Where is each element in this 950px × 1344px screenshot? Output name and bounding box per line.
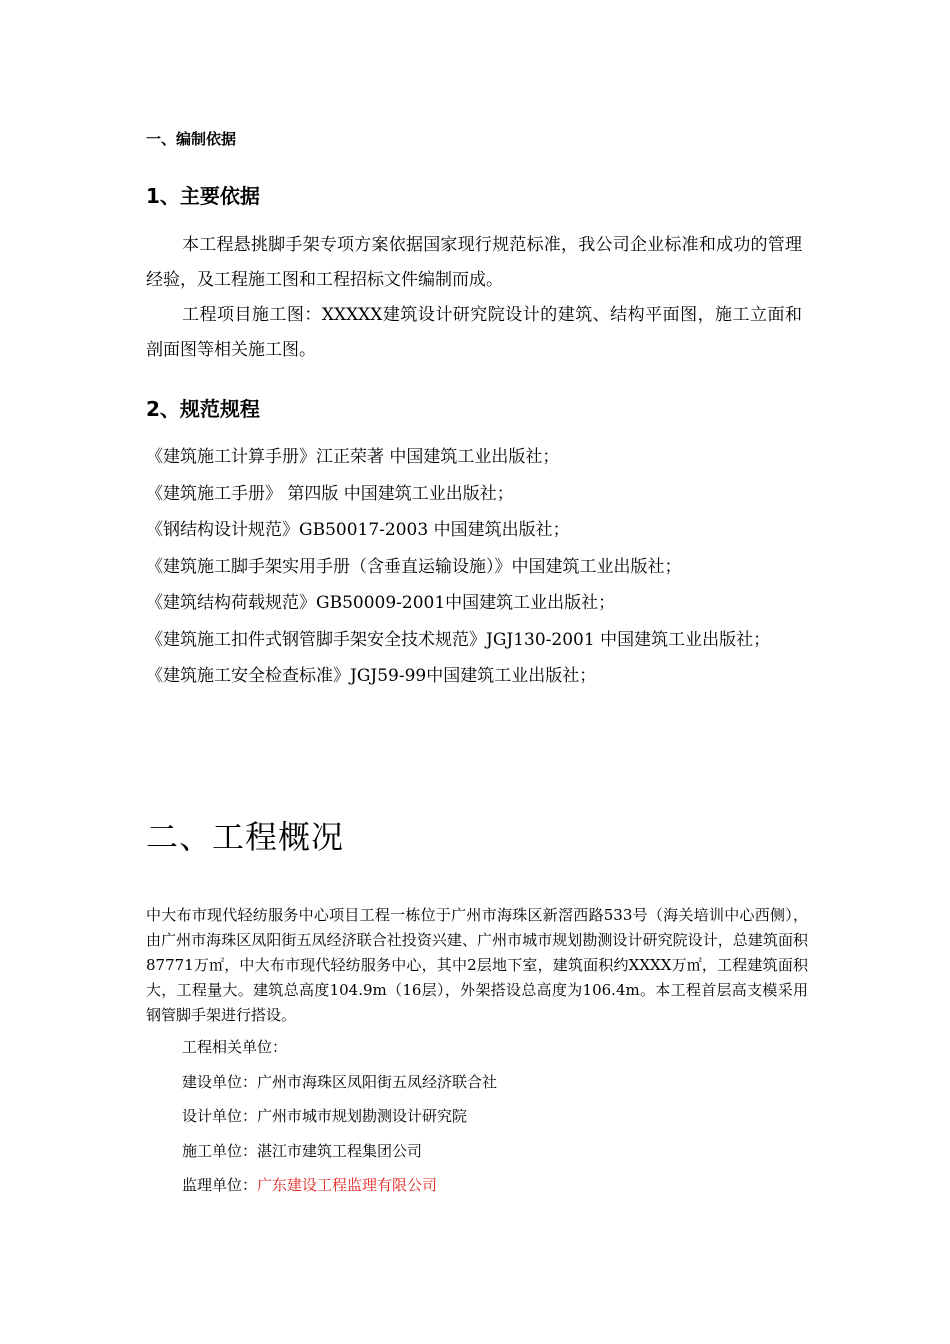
list-item: 《建筑施工安全检查标准》JGJ59-99中国建筑工业出版社； [146, 666, 597, 686]
unit-design [182, 1099, 497, 1134]
unit-value: 湛江市建筑工程集团公司 [257, 1141, 423, 1160]
unit-value: 广州市海珠区凤阳街五凤经济联合社 [257, 1072, 498, 1091]
related-units [182, 1030, 497, 1203]
list-item: 《建筑施工计算手册》江正荣著 中国建筑工业出版社； [146, 447, 560, 467]
unit-label: 施工单位： [182, 1141, 258, 1160]
list-item: 《建筑结构荷载规范》GB50009-2001中国建筑工业出版社； [146, 593, 616, 613]
unit-label: 设计单位： [182, 1107, 258, 1125]
unit-supervision [182, 1168, 497, 1203]
paragraph-basis-1: 本工程悬挑脚手架专项方案依据国家现行规范标准，我公司企业标准和成功的管理经验，及工程施工图和工程招标文件编制而成。 [146, 235, 802, 290]
unit-value-highlighted: 广东建设工程监理有限公司 [257, 1176, 438, 1194]
unit-contractor [182, 1134, 497, 1169]
unit-construction [182, 1065, 497, 1100]
paragraph-basis-2: 工程项目施工图：XXXXX建筑设计研究院设计的建筑、结构平面图，施工立面和剖面图等相关施工图。 [146, 305, 802, 360]
standards-list [146, 439, 806, 695]
units-intro: 工程相关单位： [182, 1038, 288, 1056]
section-heading-basis: 一、编制依据 [146, 130, 237, 148]
list-item: 《建筑施工扣件式钢管脚手架安全技术规范》JGJ130-2001 中国建筑工业出版社； [146, 629, 771, 650]
unit-label: 建设单位： [182, 1072, 258, 1091]
list-item: 《钢结构设计规范》GB50017-2003 中国建筑出版社； [146, 520, 570, 540]
unit-label: 监理单位： [182, 1176, 258, 1194]
list-item: 《建筑施工手册》 第四版 中国建筑工业出版社； [146, 483, 514, 504]
list-item: 《建筑施工脚手架实用手册（含垂直运输设施）》中国建筑工业出版社； [146, 556, 682, 577]
project-overview-paragraph: 中大布市现代轻纺服务中心项目工程一栋位于广州市海珠区新滘西路533号（海关培训中心西侧），由广州市海珠区凤阳街五凤经济联合社投资兴建、广州市城市规划勘测设计研究院设计，总建筑面积87771万㎡，中大布市现代轻纺服务中心，其中2层地下室，建筑面积约XXXX万㎡，工程建筑面积大，工程量大。建筑总高度104.9m（16层），外架搭设总高度为106.4m。本工程首层高支模采用钢管脚手架进行搭设。 [146, 906, 808, 1024]
subheading-standards: 2、规范规程 [146, 397, 260, 421]
section-heading-overview: 二、工程概况 [146, 818, 345, 856]
subheading-main-basis: 1、主要依据 [146, 184, 260, 208]
unit-value: 广州市城市规划勘测设计研究院 [257, 1107, 468, 1125]
